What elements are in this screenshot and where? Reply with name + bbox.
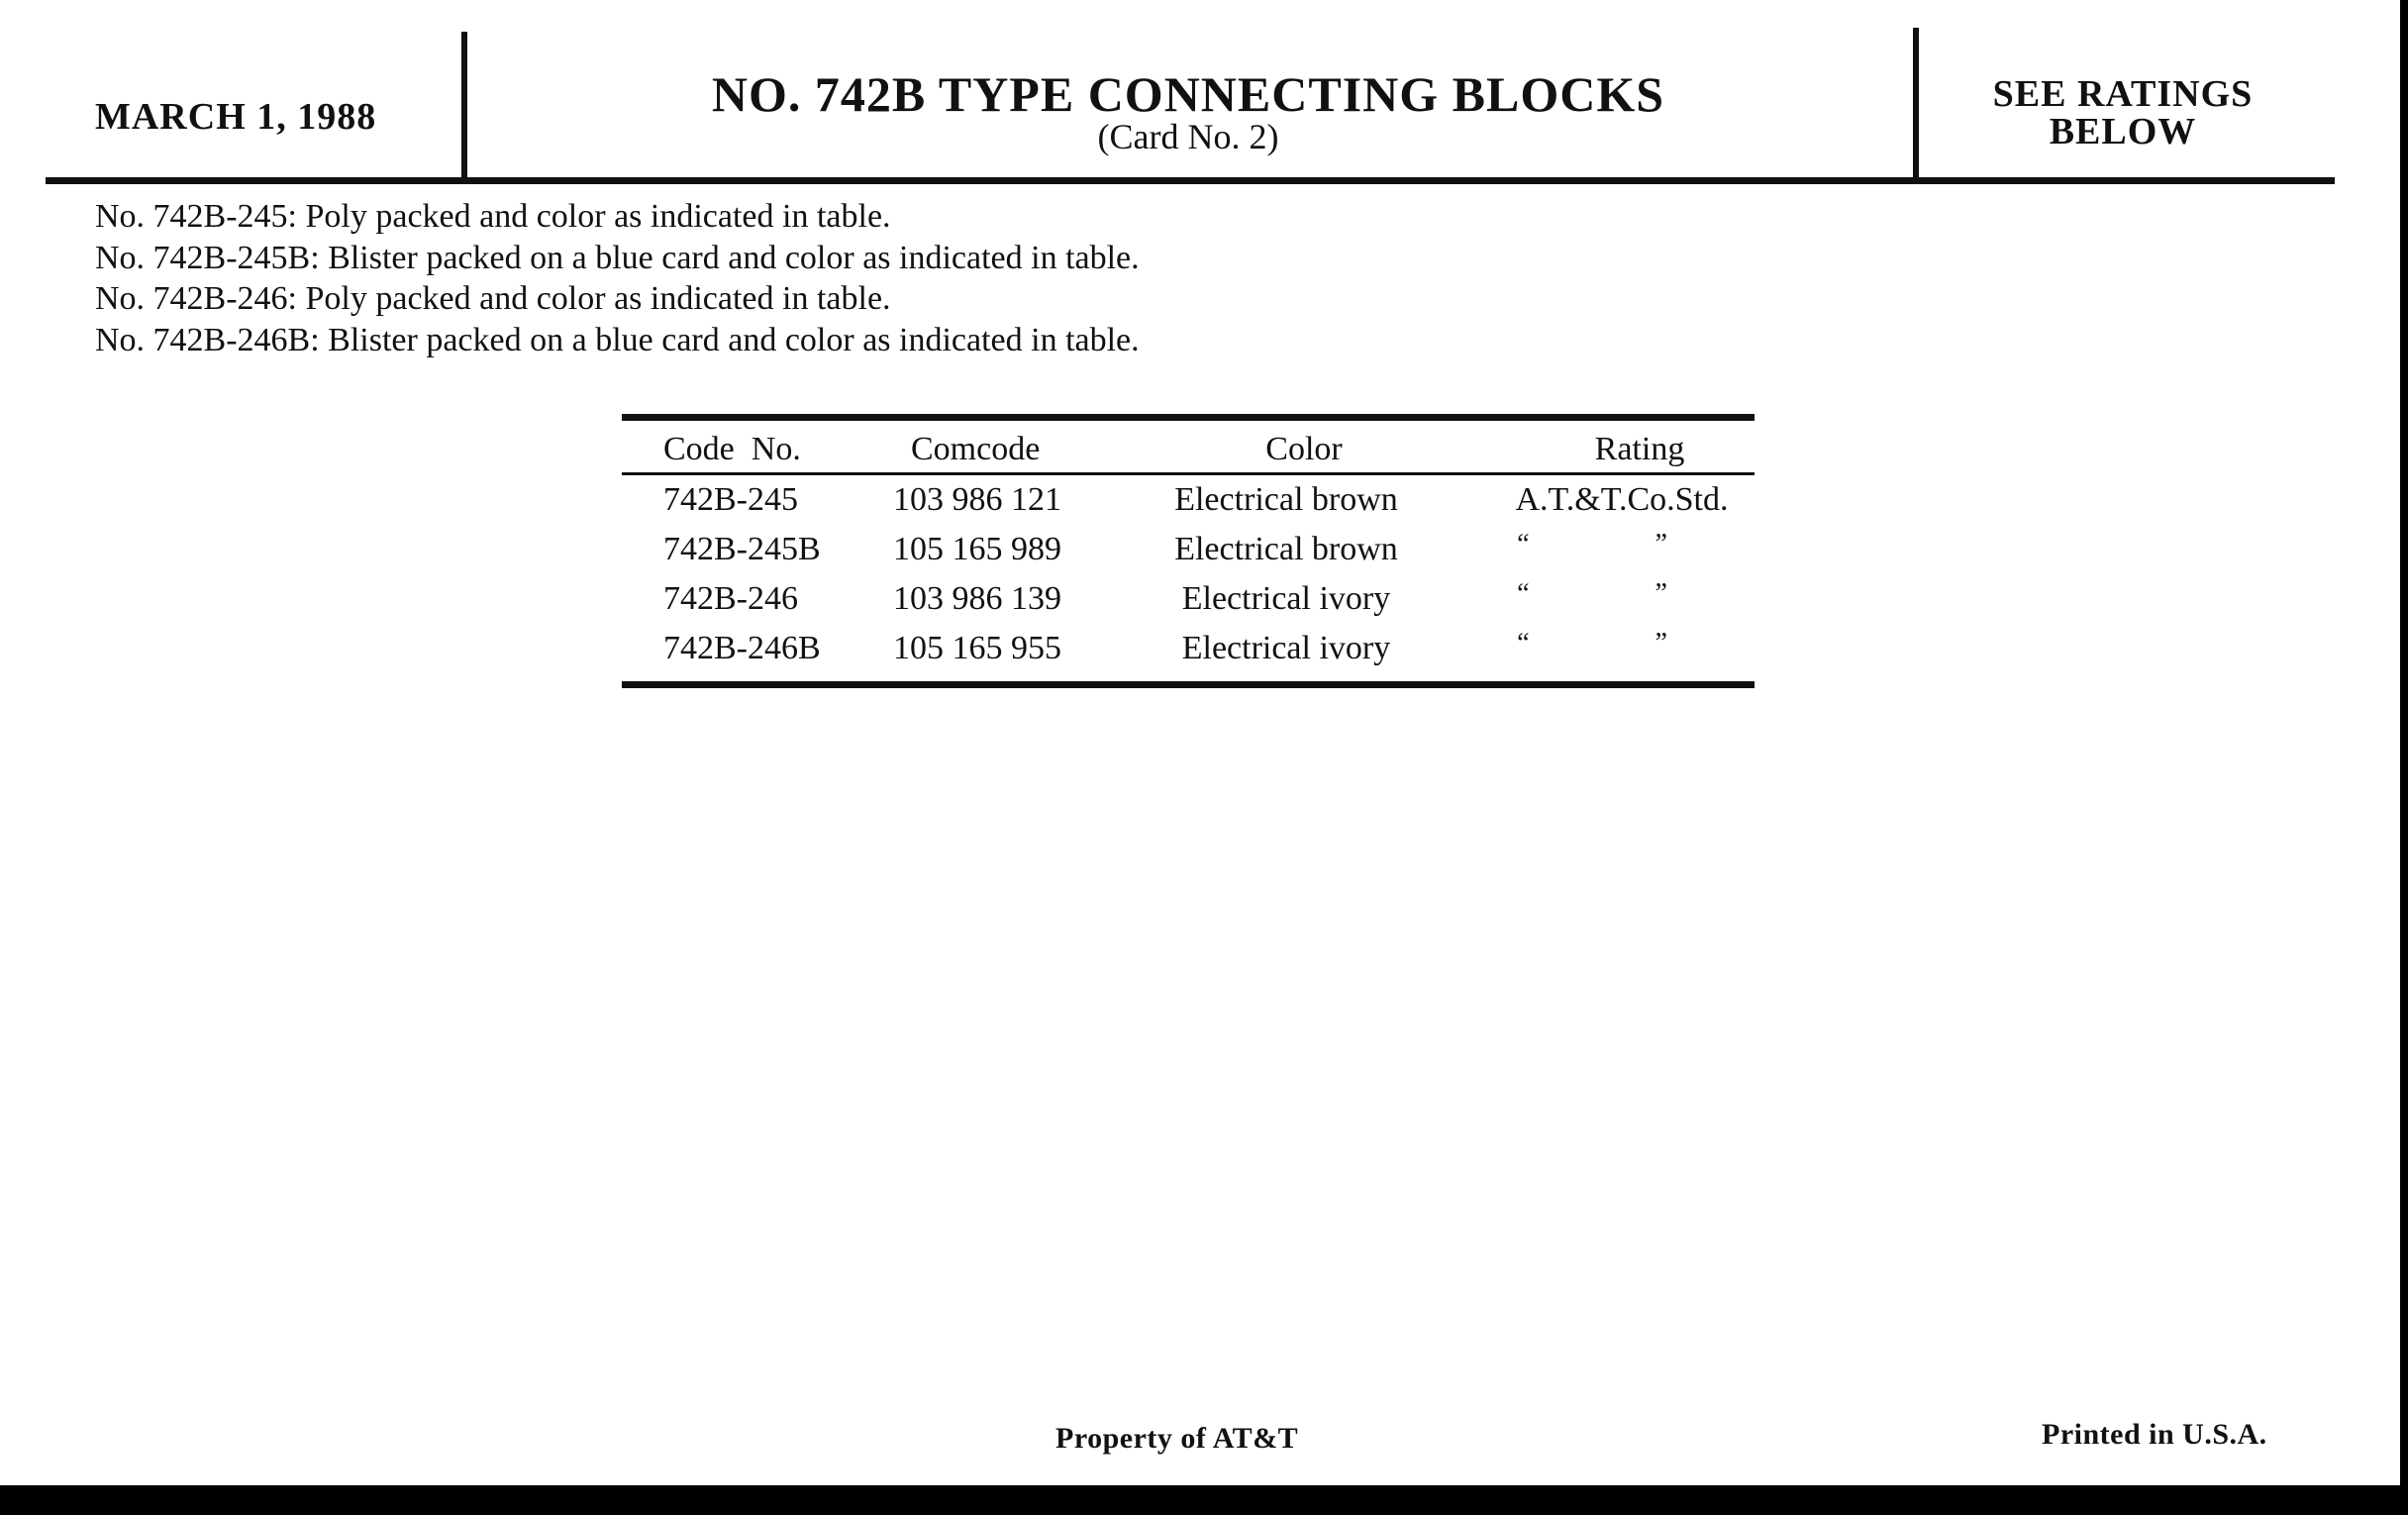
table-row	[622, 475, 1796, 525]
description-list	[95, 196, 1140, 360]
cell-rating: A.T.&T.Co.Std.	[1515, 481, 1729, 518]
issue-date: MARCH 1, 1988	[95, 96, 377, 138]
table-bottom-rule	[622, 681, 1755, 688]
cell-rating-ditto: “ ”	[1517, 529, 1727, 559]
description-line: No. 742B-245: Poly packed and color as indicated in table.	[95, 198, 891, 235]
header-code-no: Code No.	[663, 431, 801, 467]
description-line: No. 742B-246B: Blister packed on a blue card and color as indicated in table.	[95, 321, 1140, 358]
table-top-rule	[622, 414, 1755, 421]
document-title: NO. 742B TYPE CONNECTING BLOCKS	[711, 66, 1665, 122]
cell-code: 742B-246B	[663, 630, 821, 666]
cell-code: 742B-246	[663, 580, 798, 617]
cell-color: Electrical ivory	[1181, 580, 1391, 617]
rating-note-line-1: SEE RATINGS	[1992, 73, 2254, 115]
cell-color: Electrical brown	[1174, 531, 1398, 567]
ratings-table	[622, 414, 1755, 688]
header-color: Color	[1265, 431, 1343, 467]
table-row	[622, 624, 1796, 673]
header-rule	[46, 177, 2335, 184]
description-line: No. 742B-246: Poly packed and color as indicated in table.	[95, 280, 891, 317]
cell-color: Electrical brown	[1174, 481, 1398, 518]
description-line: No. 742B-245B: Blister packed on a blue card and color as indicated in table.	[95, 239, 1140, 276]
table-header-row	[622, 421, 1814, 472]
cell-comcode: 105 165 989	[893, 531, 1061, 567]
header-comcode: Comcode	[911, 431, 1041, 467]
rating-note	[1925, 75, 2321, 151]
footer-property: Property of AT&T	[1055, 1422, 1299, 1455]
table-row	[622, 525, 1796, 574]
cell-color: Electrical ivory	[1181, 630, 1391, 666]
rating-note-line-2: BELOW	[2049, 111, 2197, 152]
cell-rating-ditto: “ ”	[1517, 578, 1727, 609]
cell-comcode: 103 986 139	[893, 580, 1061, 617]
cell-comcode: 103 986 121	[893, 481, 1061, 518]
cell-code: 742B-245	[663, 481, 798, 518]
header-divider-left	[461, 32, 467, 180]
cell-comcode: 105 165 955	[893, 630, 1061, 666]
document-subtitle: (Card No. 2)	[1097, 117, 1279, 156]
cell-code: 742B-245B	[663, 531, 821, 567]
table-row	[622, 574, 1796, 624]
header-divider-right	[1913, 28, 1919, 178]
cell-rating-ditto: “ ”	[1517, 628, 1727, 658]
footer-printed: Printed in U.S.A.	[2042, 1418, 2267, 1451]
header-rating: Rating	[1594, 431, 1685, 467]
